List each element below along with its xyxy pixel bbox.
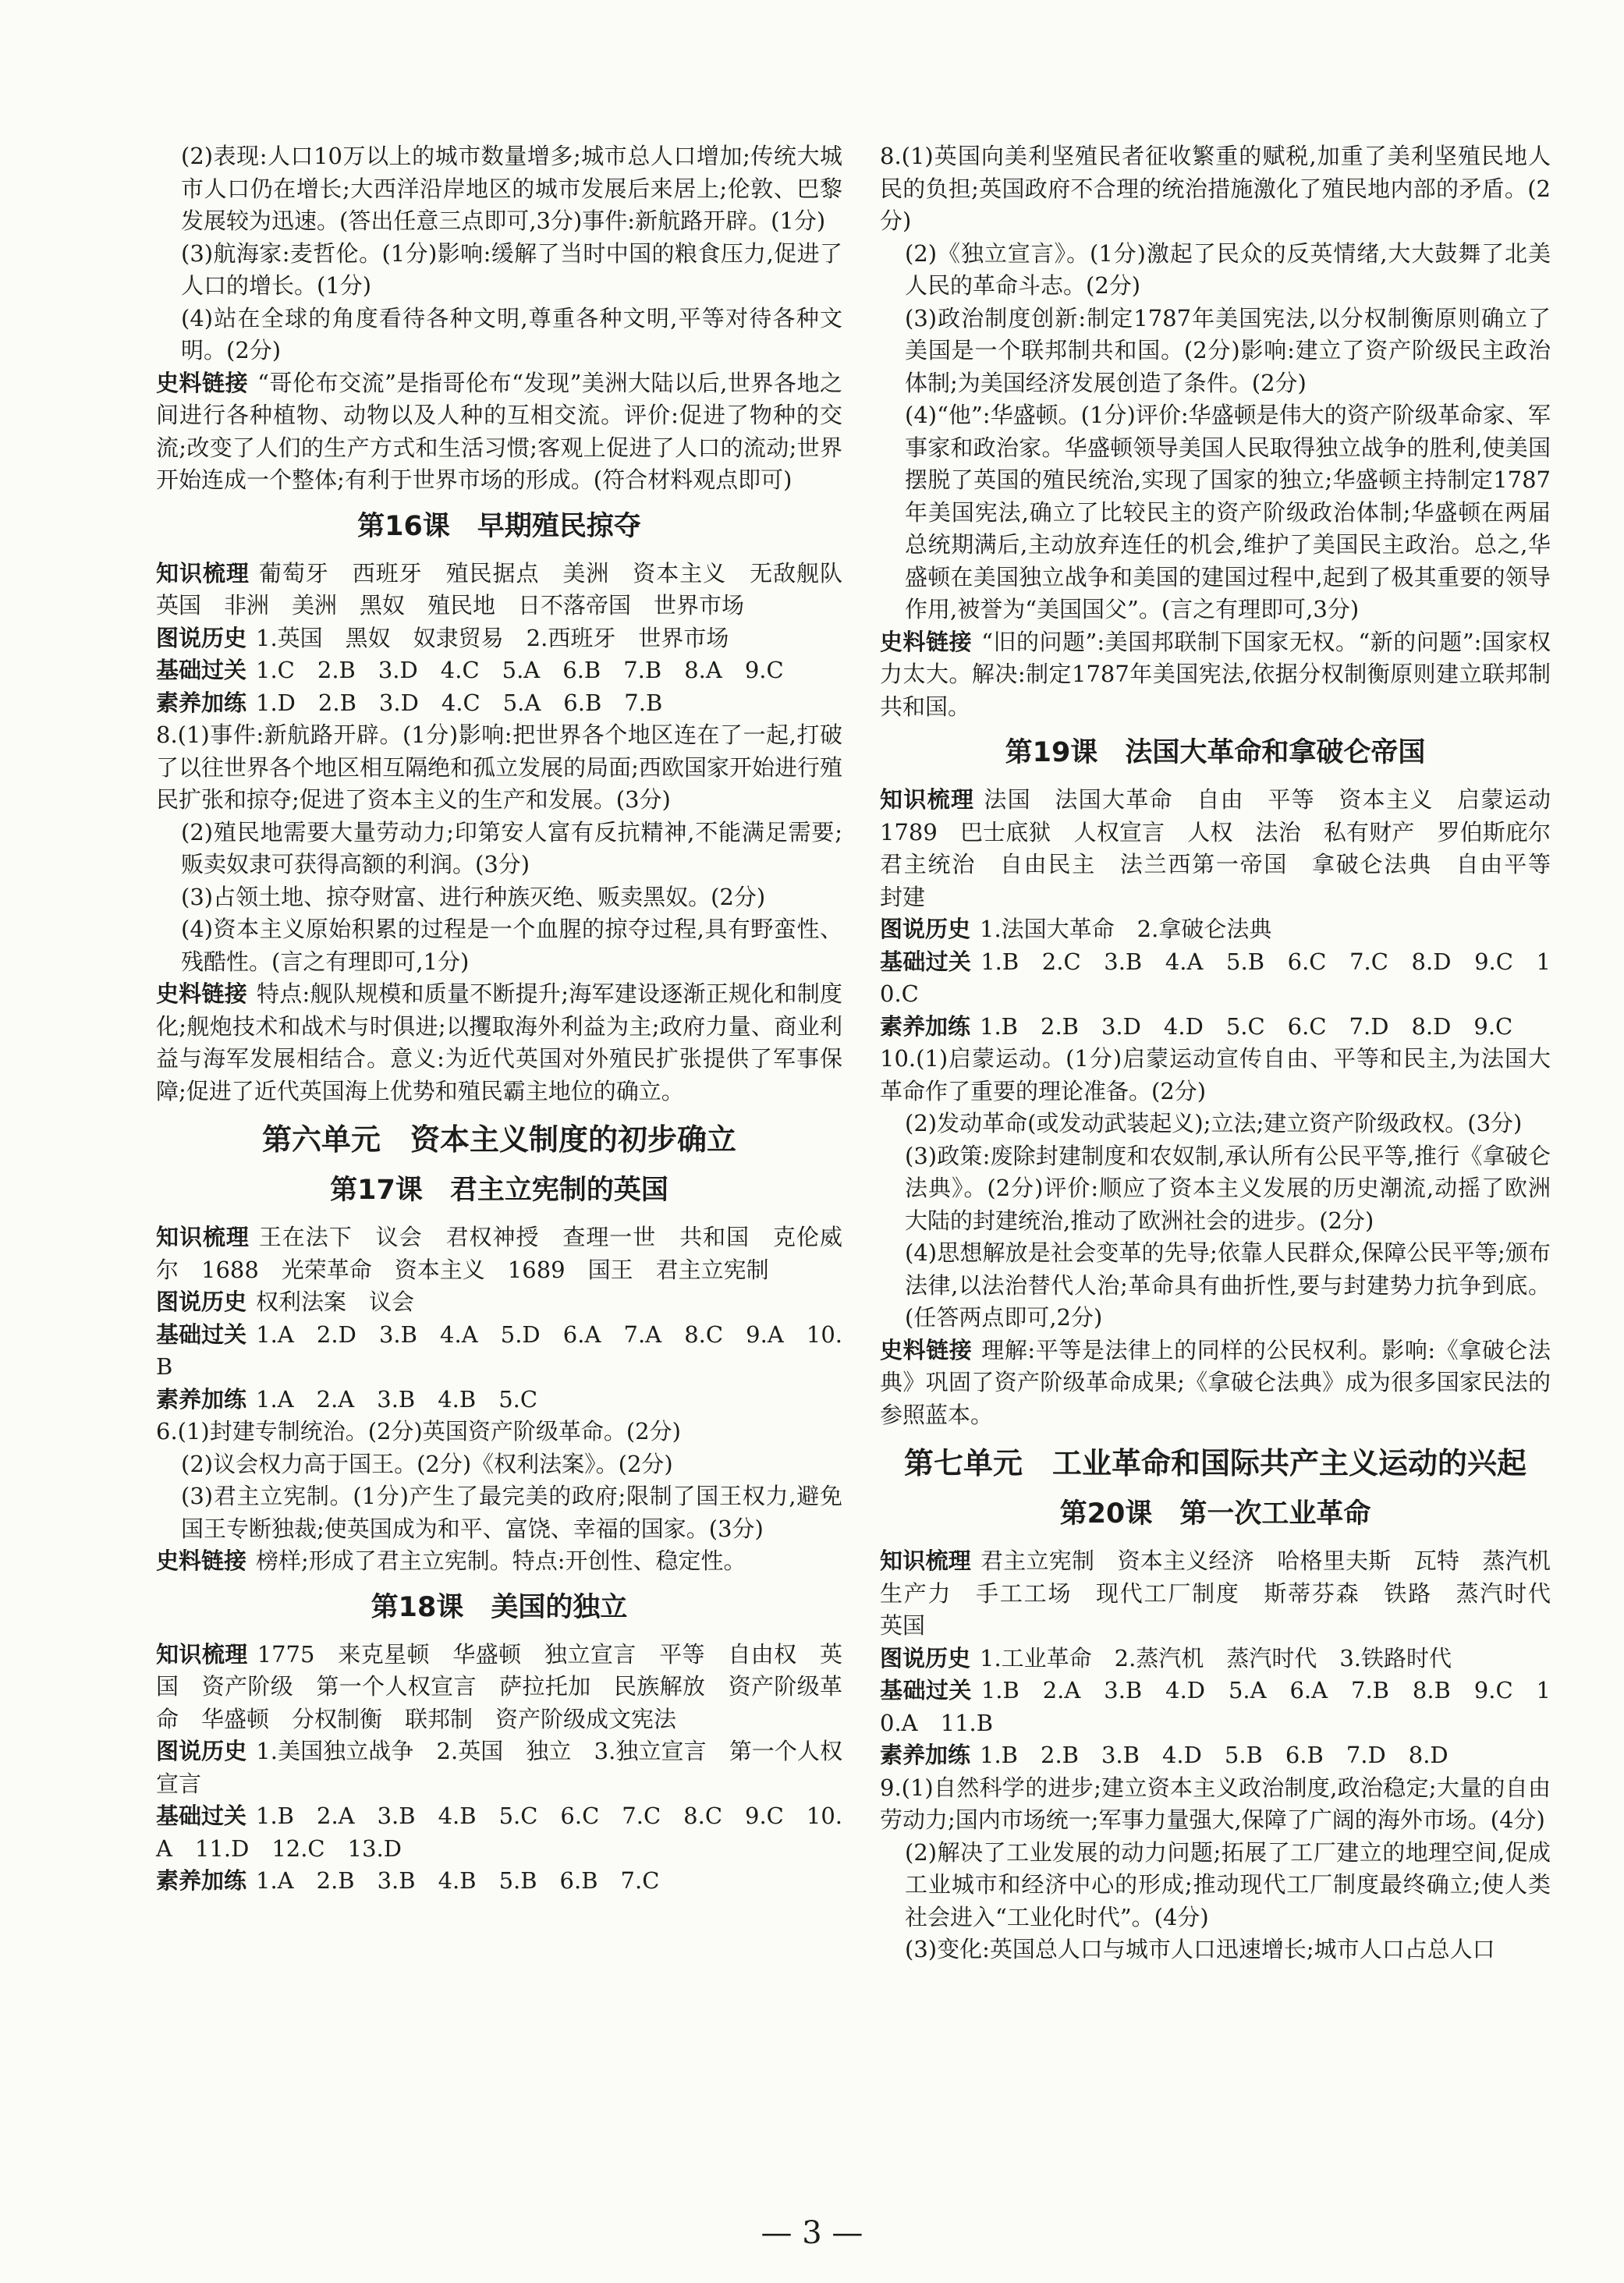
answer-item: (3)航海家:麦哲伦。(1分)影响:缓解了当时中国的粮食压力,促进了人口的增长。(1分) (181, 239, 842, 299)
source-link-label: 史料链接 (156, 980, 247, 1007)
section-label: 图说历史 (156, 624, 247, 651)
section-text: 1.C 2.B 3.D 4.C 5.A 6.B 7.B 8.A 9.C (256, 657, 784, 683)
section-label: 图说历史 (880, 916, 971, 942)
section-label: 素养加练 (880, 1742, 971, 1768)
answer-item: (4)思想解放是社会变革的先导;依靠人民群众,保障公民平等;颁布法律,以法治替代人治;革命具有曲折性,要与封建势力抗争到底。(任答两点即可,2分) (905, 1239, 1551, 1331)
section-label: 知识梳理 (156, 559, 250, 587)
section-text: 1.B 2.A 3.B 4.B 5.C 6.C 7.C 8.C 9.C 10.A 11.D 12.C 13.D (156, 1803, 842, 1862)
section-text: 1.法国大革命 2.拿破仑法典 (980, 916, 1272, 942)
practice-answers (156, 1865, 842, 1898)
basic-answers (156, 1319, 842, 1384)
section-text: 1.B 2.C 3.B 4.A 5.B 6.C 7.C 8.D 9.C 10.C (880, 948, 1551, 1007)
answer-item: (2)发动革命(或发动武装起义);立法;建立资产阶级政权。(3分) (905, 1110, 1523, 1136)
answer-item: 10.(1)启蒙运动。(1分)启蒙运动宣传自由、平等和民主,为法国大革命作了重要的理论准备。(2分) (880, 1045, 1551, 1104)
answer-item: (2)《独立宣言》。(1分)激起了民众的反英情绪,大大鼓舞了北美人民的革命斗志。(2分) (905, 239, 1551, 299)
source-link-text: 特点:舰队规模和质量不断提升;海军建设逐渐正规化和制度化;舰炮技术和战术与时俱进;以攫取海外利益为主;政府力量、商业利益与海军发展相结合。意义:为近代英国对外殖民扩张提供了军事保障;促进了近代英国海上优势和殖民霸主地位的确立。 (156, 980, 842, 1104)
lesson-20-title: 第20课 第一次工业革命 (1059, 1498, 1371, 1530)
source-link-block (880, 1335, 1551, 1432)
picture-history (156, 1735, 842, 1800)
section-text: 1.B 2.B 3.B 4.D 5.B 6.B 7.D 8.D (980, 1742, 1448, 1768)
source-link-block (156, 1545, 842, 1578)
section-text: 君主立宪制 资本主义经济 哈格里夫斯 瓦特 蒸汽机 生产力 手工工场 现代工厂制度 斯蒂芬森 铁路 蒸汽时代 英国 (880, 1547, 1574, 1639)
source-link-text: 榜样;形成了君主立宪制。特点:开创性、稳定性。 (256, 1547, 746, 1574)
section-text: 1.美国独立战争 2.英国 独立 3.独立宣言 第一个人权宣言 (156, 1738, 842, 1797)
section-label: 基础过关 (156, 657, 247, 683)
section-text: 1.A 2.A 3.B 4.B 5.C (256, 1385, 538, 1413)
section-text: 1.A 2.D 3.B 4.A 5.D 6.A 7.A 8.C 9.A 10.B (156, 1321, 842, 1380)
section-text: 1.B 2.B 3.D 4.D 5.C 6.C 7.D 8.D 9.C (980, 1012, 1513, 1040)
answer-item: 9.(1)自然科学的进步;建立资本主义政治制度,政治稳定;大量的自由劳动力;国内市场统一;军事力量强大,保障了广阔的海外市场。(4分) (880, 1774, 1551, 1833)
source-link-label: 史料链接 (156, 369, 249, 396)
section-label: 基础过关 (156, 1321, 247, 1348)
source-link-block (156, 367, 842, 497)
knowledge-summary (880, 1545, 1574, 1643)
answer-item: (4)“他”:华盛顿。(1分)评价:华盛顿是伟大的资产阶级革命家、军事家和政治家。华盛顿领导美国人民取得独立战争的胜利,使美国摆脱了英国的殖民统治,实现了国家的独立;华盛顿主持制定1787年美国宪法,确立了比较民主的资产阶级政治体制;华盛顿在两届总统期满后,主动放弃连任的机会,维护了美国民主政治。总之,华盛顿在美国独立战争和美国的建国过程中,起到了极其重要的领导作用,被誉为“美国国父”。(言之有理即可,3分) (905, 402, 1551, 622)
source-link-label: 史料链接 (880, 628, 973, 655)
section-label: 素养加练 (156, 1385, 247, 1413)
section-text: 1.A 2.B 3.B 4.B 5.B 6.B 7.C (256, 1867, 660, 1894)
section-label: 知识梳理 (156, 1640, 248, 1668)
knowledge-summary (156, 558, 865, 622)
basic-answers (880, 946, 1551, 1011)
source-link-block (156, 978, 842, 1108)
answer-item: (2)殖民地需要大量劳动力;印第安人富有反抗精神,不能满足需要;贩卖奴隶可获得高额的利润。(3分) (181, 818, 842, 877)
section-text: 1775 来克星顿 华盛顿 独立宣言 平等 自由权 英国 资产阶级 第一个人权宣言 萨拉托加 民族解放 资产阶级革命 华盛顿 分权制衡 联邦制 资产阶级成文宪法 (156, 1640, 842, 1732)
picture-history (880, 1643, 1551, 1675)
section-text: 1.英国 黑奴 奴隶贸易 2.西班牙 世界市场 (256, 624, 729, 651)
source-link-block (880, 626, 1551, 724)
section-label: 素养加练 (156, 689, 247, 716)
answer-item: 8.(1)英国向美利坚殖民者征收繁重的赋税,加重了美利坚殖民地人民的负担;英国政府不合理的统治措施激化了殖民地内部的矛盾。(2分) (880, 143, 1551, 234)
section-label: 图说历史 (880, 1644, 971, 1671)
practice-answers (880, 1739, 1551, 1772)
section-text: 王在法下 议会 君权神授 查理一世 共和国 克伦威尔 1688 光荣革命 资本主义 1689 国王 君主立宪制 (156, 1224, 842, 1283)
section-label: 基础过关 (156, 1803, 247, 1829)
section-label: 知识梳理 (156, 1224, 250, 1250)
practice-answers (156, 687, 842, 720)
answer-item: (2)议会权力高于国王。(2分)《权利法案》。(2分) (181, 1450, 673, 1477)
picture-history (156, 622, 842, 655)
answer-item: (3)政策:废除封建制度和农奴制,承认所有公民平等,推行《拿破仑法典》。(2分)评价:顺应了资本主义发展的历史潮流,动摇了欧洲大陆的封建统治,推动了欧洲社会的进步。(2分) (905, 1142, 1551, 1234)
section-text: 葡萄牙 西班牙 殖民据点 美洲 资本主义 无敌舰队 英国 非洲 美洲 黑奴 殖民地 日不落帝国 世界市场 (156, 559, 865, 619)
source-link-text: “哥伦布交流”是指哥伦布“发现”美洲大陆以后,世界各地之间进行各种植物、动物以及人种的互相交流。评价:促进了物种的交流;改变了人们的生产方式和生活习惯;客观上促进了人口的流动;世界开始连成一个整体;有利于世界市场的形成。(符合材料观点即可) (156, 369, 842, 493)
picture-history (156, 1286, 842, 1319)
answer-item: (4)站在全球的角度看待各种文明,尊重各种文明,平等对待各种文明。(2分) (181, 304, 842, 363)
picture-history (880, 913, 1551, 946)
basic-answers (156, 1800, 842, 1865)
unit-6-title: 第六单元 资本主义制度的初步确立 (261, 1122, 736, 1157)
answer-item: (2)表现:人口10万以上的城市数量增多;城市总人口增加;传统大城市人口仍在增长;大西洋沿岸地区的城市发展后来居上;伦敦、巴黎发展较为迅速。(答出任意三点即可,3分)事件:新航路开辟。(1分) (181, 143, 842, 234)
lesson-19-title: 第19课 法国大革命和拿破仑帝国 (1005, 737, 1426, 768)
lesson-16-title: 第16课 早期殖民掠夺 (357, 510, 641, 542)
answer-item: (3)君主立宪制。(1分)产生了最完美的政府;限制了国王权力,避免国王专断独裁;使英国成为和平、富饶、幸福的国家。(3分) (181, 1483, 842, 1542)
knowledge-summary (156, 1639, 842, 1736)
source-link-text: 理解:平等是法律上的同样的公民权利。影响:《拿破仑法典》巩固了资产阶级革命成果;《拿破仑法典》成为很多国家民法的参照蓝本。 (880, 1336, 1551, 1428)
section-text: 1.D 2.B 3.D 4.C 5.A 6.B 7.B (256, 689, 663, 716)
answer-item: (2)解决了工业发展的动力问题;拓展了工厂建立的地理空间,促成工业城市和经济中心的形成;推动现代工厂制度最终确立;使人类社会进入“工业化时代”。(4分) (905, 1838, 1551, 1930)
section-text: 法国 法国大革命 自由 平等 资本主义 启蒙运动 1789 巴士底狱 人权宣言 人权 法治 私有财产 罗伯斯庇尔 君主统治 自由民主 法兰西第一帝国 拿破仑法典 自由平等 封建 (880, 786, 1574, 910)
knowledge-summary (880, 784, 1574, 913)
answer-item: (4)资本主义原始积累的过程是一个血腥的掠夺过程,具有野蛮性、残酷性。(言之有理即可,1分) (181, 916, 842, 975)
section-label: 知识梳理 (880, 1547, 971, 1574)
answer-item: (3)变化:英国总人口与城市人口迅速增长;城市人口占总人口 (905, 1936, 1495, 1962)
section-text: 1.工业革命 2.蒸汽机 蒸汽时代 3.铁路时代 (980, 1644, 1452, 1671)
practice-answers (156, 1384, 842, 1416)
section-text: 权利法案 议会 (256, 1289, 415, 1315)
lesson-17-title: 第17课 君主立宪制的英国 (330, 1175, 668, 1206)
section-label: 知识梳理 (880, 786, 975, 813)
section-text: 1.B 2.A 3.B 4.D 5.A 6.A 7.B 8.B 9.C 10.A 11.B (880, 1677, 1551, 1736)
section-label: 素养加练 (156, 1867, 247, 1894)
basic-answers (880, 1675, 1551, 1739)
section-label: 基础过关 (880, 1677, 972, 1703)
section-label: 图说历史 (156, 1289, 247, 1315)
right-column (880, 140, 1574, 1966)
answer-item: (3)占领土地、掠夺财富、进行种族灭绝、贩卖黑奴。(2分) (181, 883, 766, 910)
practice-answers (880, 1011, 1551, 1044)
source-link-label: 史料链接 (880, 1336, 973, 1363)
lesson-18-title: 第18课 美国的独立 (371, 1591, 628, 1623)
section-label: 素养加练 (880, 1012, 971, 1040)
source-link-label: 史料链接 (156, 1547, 247, 1574)
section-label: 基础过关 (880, 948, 972, 975)
knowledge-summary (156, 1221, 842, 1286)
basic-answers (156, 654, 842, 687)
answer-item: 8.(1)事件:新航路开辟。(1分)影响:把世界各个地区连在了一起,打破了以往世界各个地区相互隔绝和孤立发展的局面;西欧国家开始进行殖民扩张和掠夺;促进了资本主义的生产和发展。(3分) (156, 721, 842, 813)
source-link-text: “旧的问题”:美国邦联制下国家无权。“新的问题”:国家权力太大。解决:制定1787年美国宪法,依据分权制衡原则建立联邦制共和国。 (880, 628, 1551, 720)
section-label: 图说历史 (156, 1738, 247, 1764)
left-column (156, 140, 865, 1898)
unit-7-title: 第七单元 工业革命和国际共产主义运动的兴起 (903, 1446, 1526, 1480)
answer-item: 6.(1)封建专制统治。(2分)英国资产阶级革命。(2分) (156, 1418, 681, 1445)
answer-item: (3)政治制度创新:制定1787年美国宪法,以分权制衡原则确立了美国是一个联邦制共和国。(2分)影响:建立了资产阶级民主政治体制;为美国经济发展创造了条件。(2分) (905, 304, 1551, 396)
page-number: — 3 — (761, 2215, 863, 2251)
